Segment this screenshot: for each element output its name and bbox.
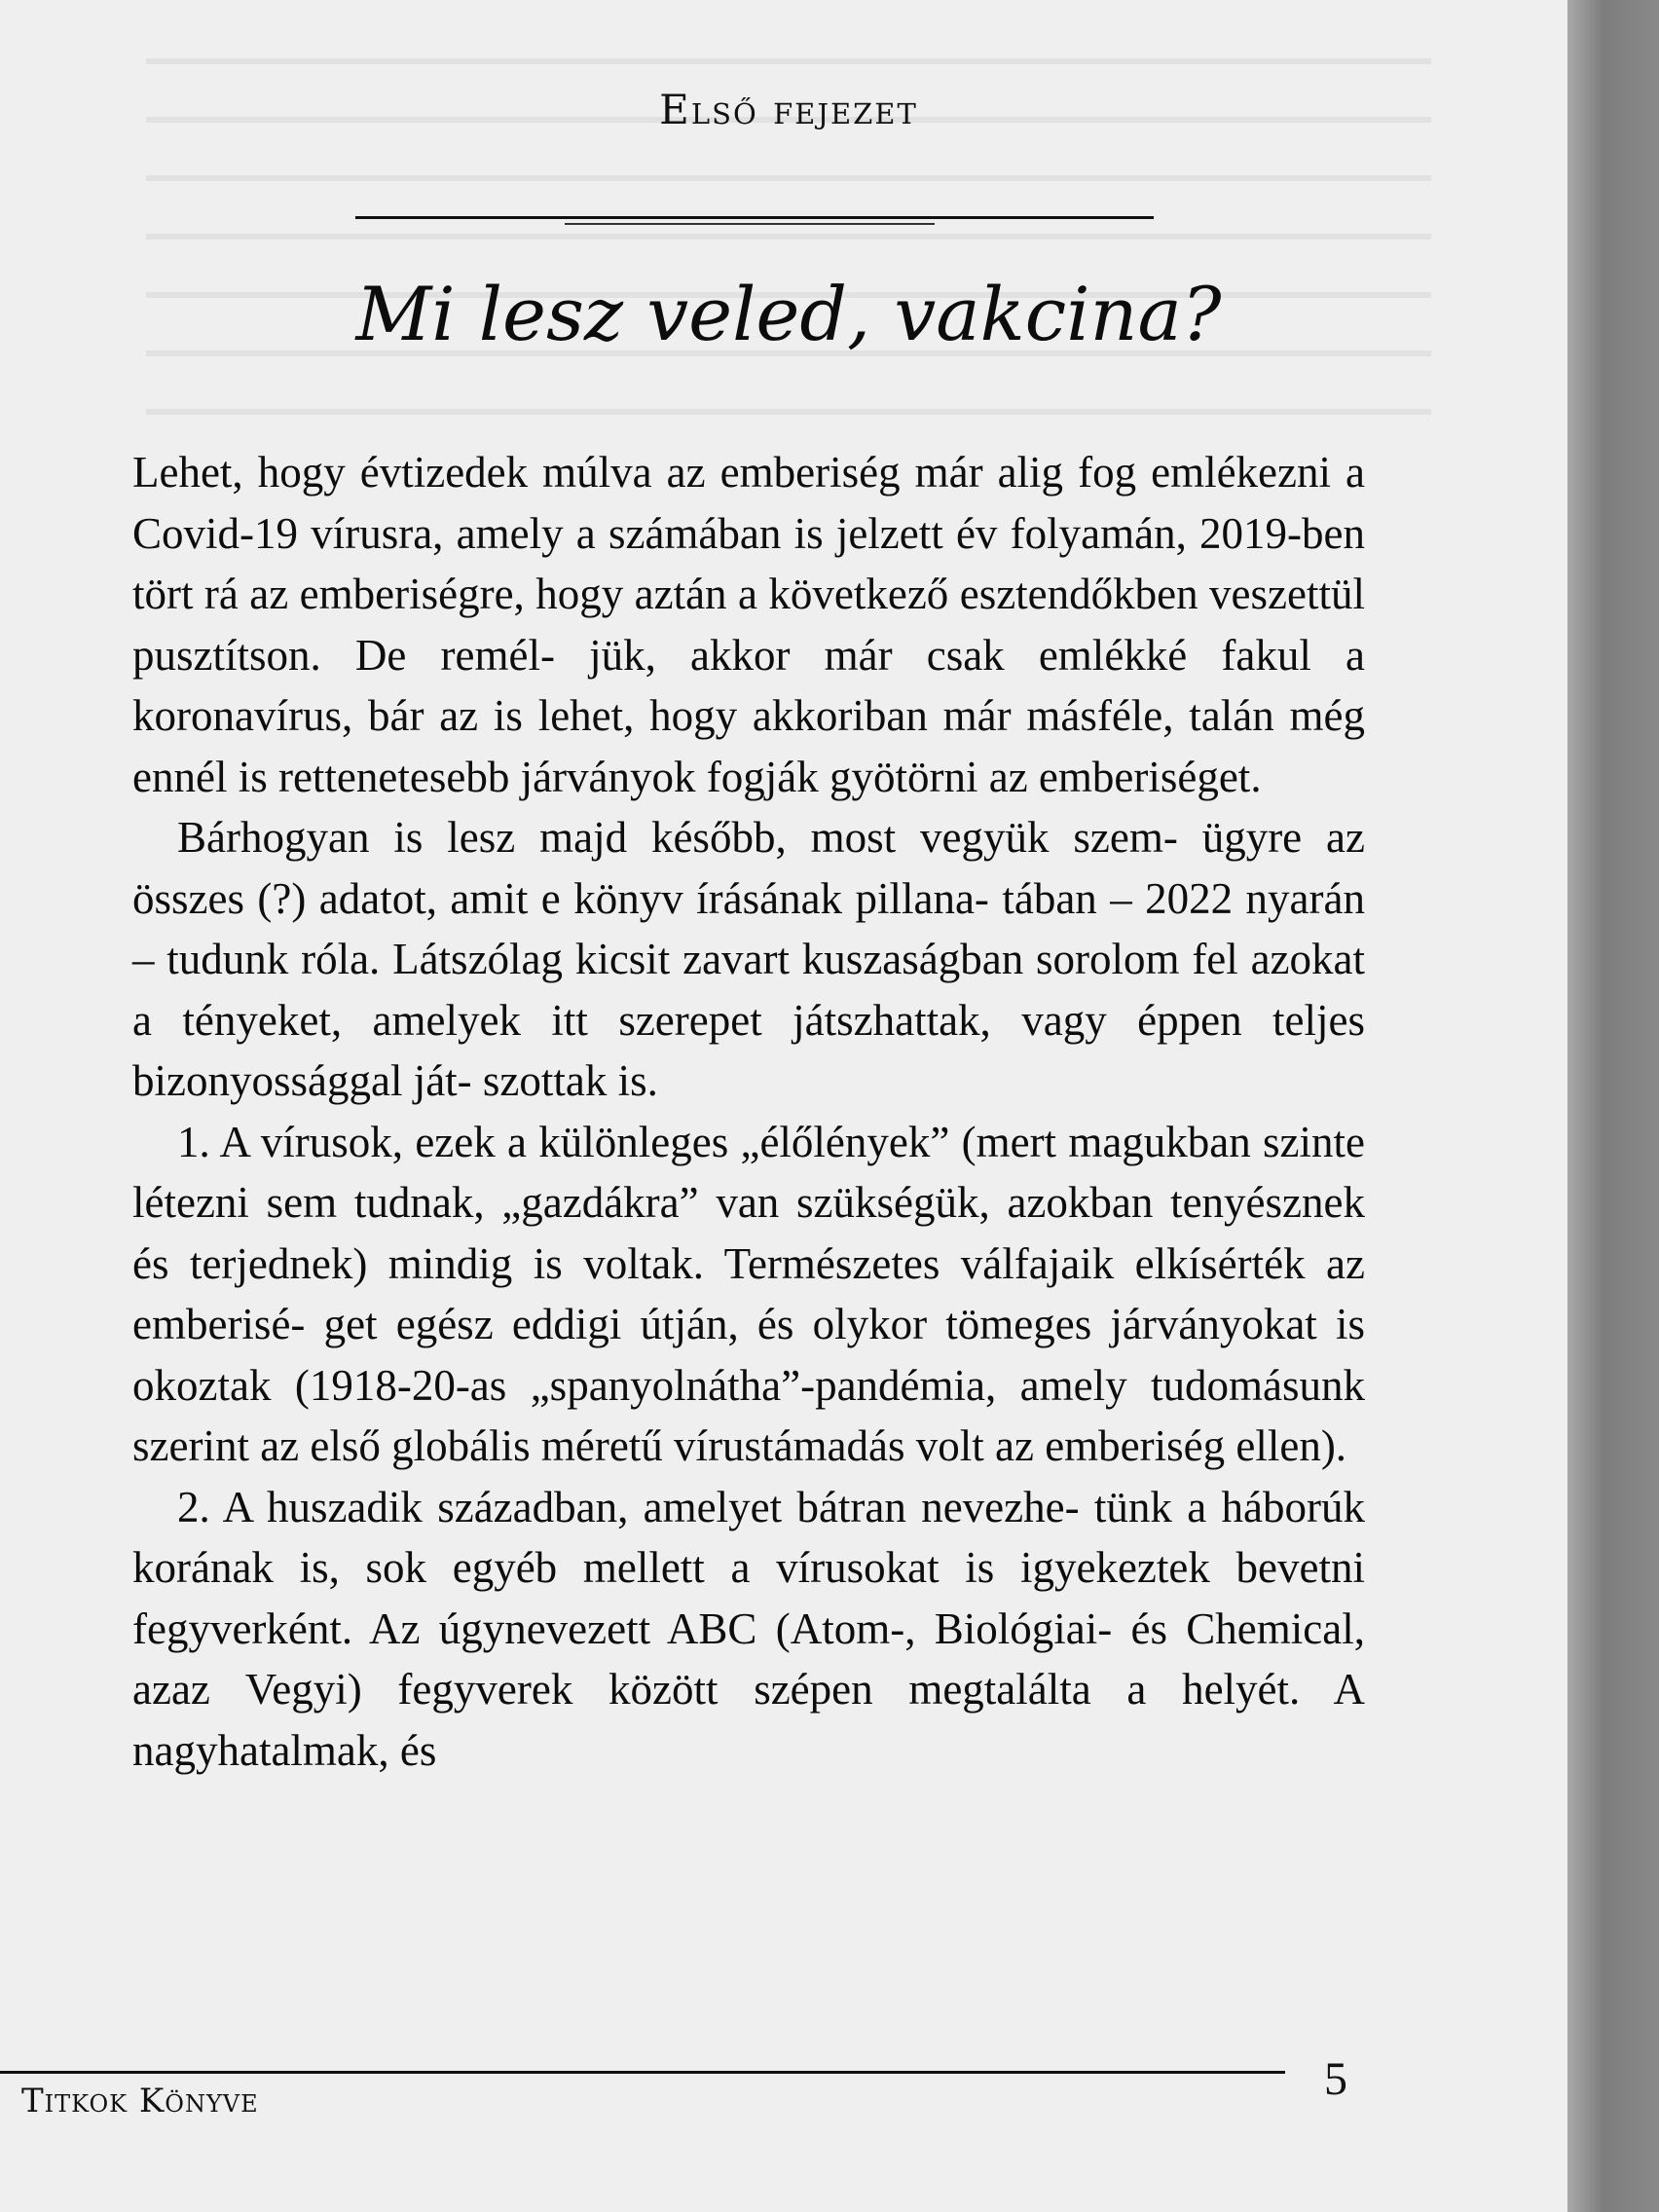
body-text — [132, 442, 1365, 1781]
page-edge-background — [1567, 0, 1659, 2212]
page-title: Mi lesz veled, vakcina? — [355, 271, 1222, 357]
heading-rule — [355, 216, 1154, 219]
footer-rule — [0, 2071, 1285, 2074]
heading-rule-secondary — [565, 223, 935, 225]
paragraph-item-2: 2. A huszadik században, amelyet bátran nevezhe- tünk a háborúk korának is, sok egyéb mellett a vírusokat is igyekeztek bevetni fegyverként. Az úgynevezett ABC (Atom-, Biológiai- és Chemical, azaz Vegyi) fegyverek között szépen megtalálta a helyét. A nagyhatalmak, és — [132, 1482, 1365, 1775]
paragraph-intro: Lehet, hogy évtizedek múlva az emberiség már alig fog emlékezni a Covid-19 vírusra, amely a számában is jelzett év folyamán, 2019-ben tört rá az emberiségre, hogy aztán a következő esztendőkben veszettül pusztítson. De remél- jük, akkor már csak emlékké fakul a koronavírus, bár az is lehet, hogy akkoriban már másféle, talán még ennél is rettenetesebb járványok fogják gyötörni az emberiséget. — [132, 448, 1365, 801]
page-number: 5 — [1324, 2053, 1347, 2105]
running-footer-title: Titkok Könyve — [21, 2082, 259, 2120]
paragraph-2: Bárhogyan is lesz majd később, most vegyük szem- ügyre az összes (?) adatot, amit e könyv írásának pillana- tában – 2022 nyarán – tudunk róla. Látszólag kicsit zavart kuszaságban sorolom fel azokat a tényeket, amelyek itt szerepet játszhattak, vagy éppen teljes bizonyossággal ját- szottak is. — [132, 813, 1365, 1105]
chapter-heading: Első fejezet — [659, 86, 918, 133]
paragraph-item-1: 1. A vírusok, ezek a különleges „élőlények” (mert magukban szinte létezni sem tudnak, „gazdákra” van szükségük, azokban tenyésznek és terjednek) mindig is voltak. Természetes válfajaik elkísérték az emberisé- get egész eddigi útján, és olykor tömeges járványokat is okoztak (1918-20-as „spanyolnátha”-pandémia, amely tudomásunk szerint az első globális méretű vírustámadás volt az emberiség ellen). — [132, 1117, 1365, 1470]
